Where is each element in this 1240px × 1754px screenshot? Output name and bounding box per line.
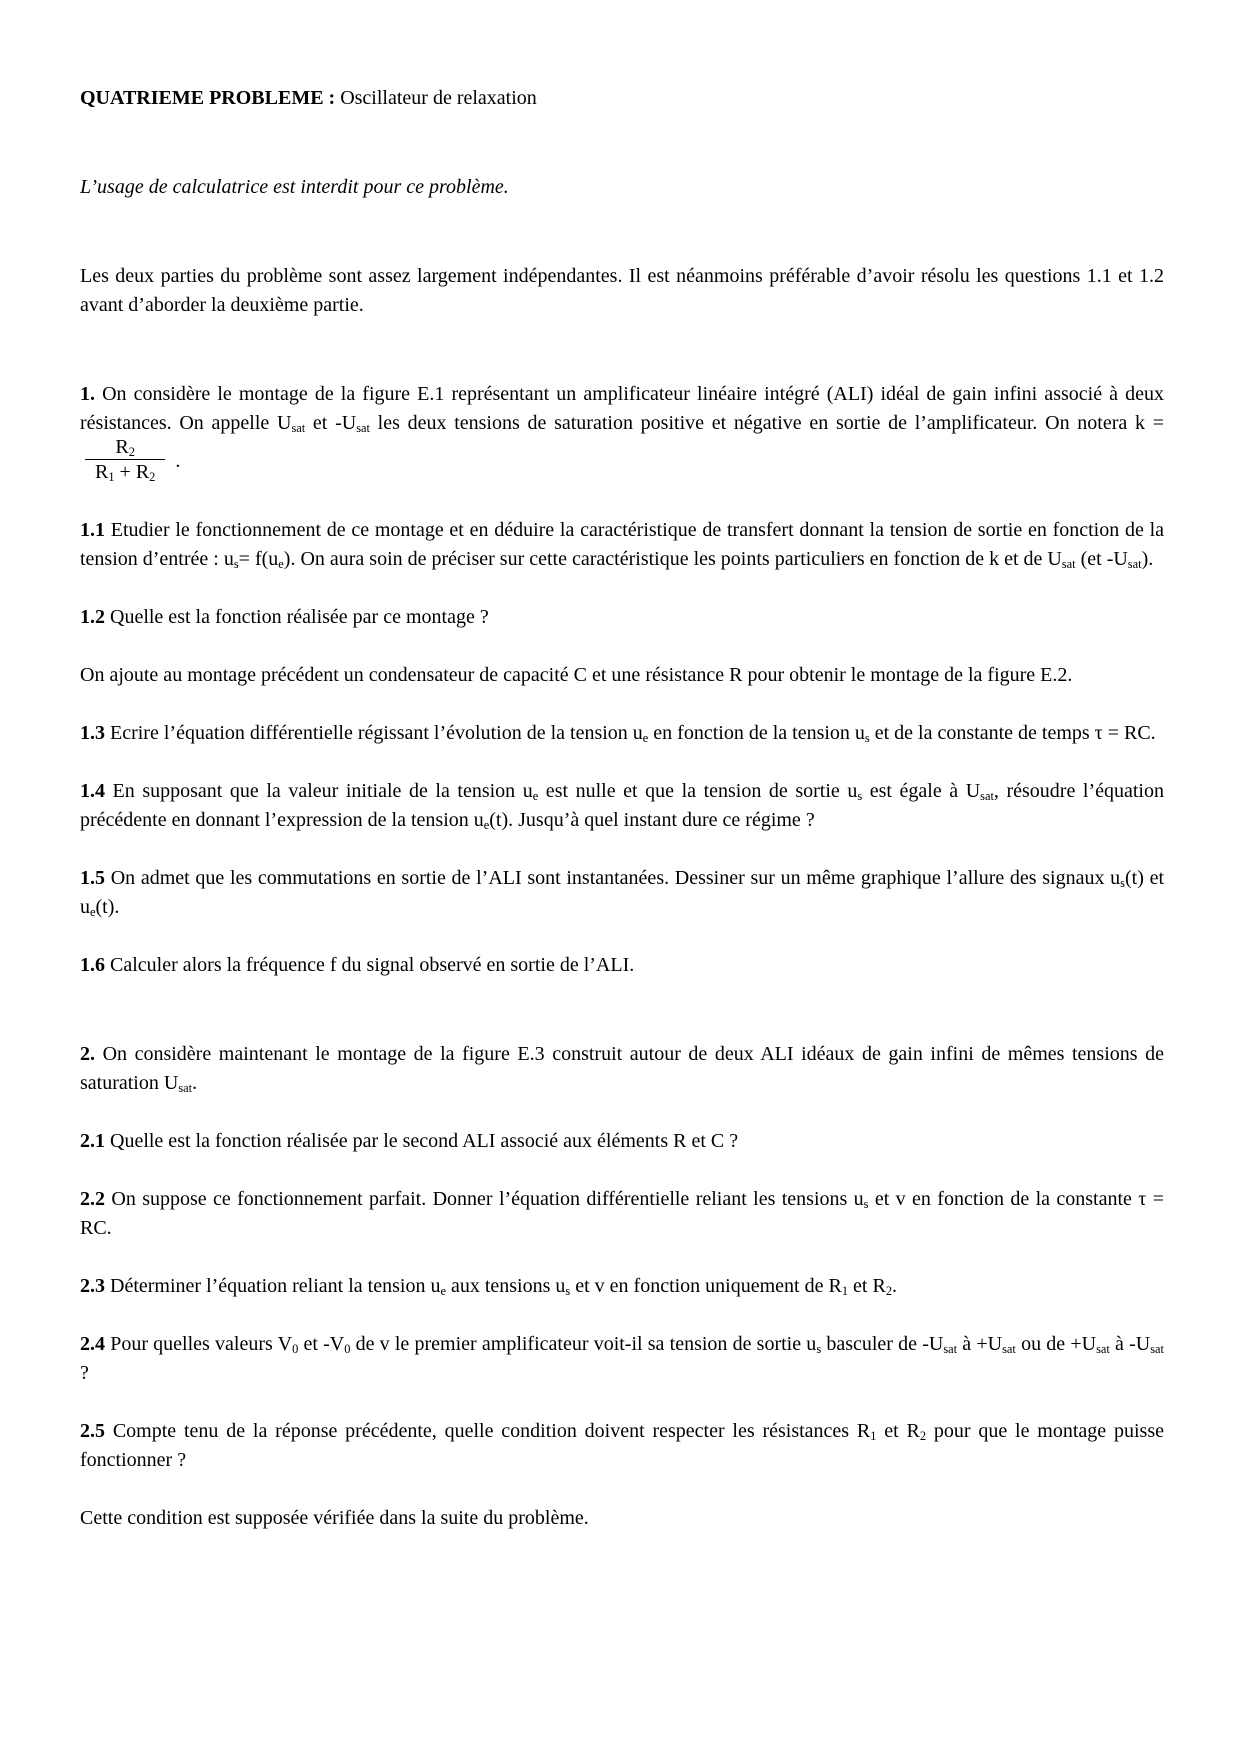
fraction-denominator xyxy=(85,459,165,484)
fraction xyxy=(85,435,165,484)
subscript-text: e xyxy=(440,1284,446,1299)
text-segment: aux tensions u xyxy=(445,1275,566,1297)
subscript-text: sat xyxy=(178,1081,193,1096)
subscript-text: s xyxy=(857,789,863,804)
block-question-1-5 xyxy=(80,864,1164,922)
bold-text: 1.5 xyxy=(80,867,105,889)
text-segment: les deux tensions de saturation positive et négative en sortie de l’amplificateur. On notera k = xyxy=(369,412,1164,434)
subscript-text: sat xyxy=(291,421,306,436)
bold-text: 2.1 xyxy=(80,1130,105,1152)
bold-text: 1.2 xyxy=(80,606,105,628)
text-segment: , résoudre l’équation précédente en donnant l’expression de la tension u xyxy=(80,780,1164,831)
block-question-2-5 xyxy=(80,1417,1164,1475)
text-segment: Déterminer l’équation reliant la tension u xyxy=(105,1275,441,1297)
text-segment: Cette condition est supposée vérifiée dans la suite du problème. xyxy=(80,1507,589,1529)
bold-text: 1.4 xyxy=(80,780,105,802)
text-segment: ). On aura soin de préciser sur cette caractéristique les points particuliers en fonction de k et de U xyxy=(283,548,1062,570)
text-segment: . xyxy=(892,1275,898,1297)
text-segment: Pour quelles valeurs V xyxy=(105,1333,293,1355)
italic-text: L’usage de calculatrice est interdit pour ce problème. xyxy=(80,176,509,198)
subscript-text: 1 xyxy=(108,470,115,485)
bold-text: 2.3 xyxy=(80,1275,105,1297)
bold-text: 1.3 xyxy=(80,722,105,744)
block-closing-condition xyxy=(80,1504,1164,1533)
bold-text: 2.5 xyxy=(80,1420,105,1442)
text-segment: basculer de -U xyxy=(821,1333,944,1355)
fraction-numerator xyxy=(85,435,165,459)
subscript-text: 2 xyxy=(149,470,156,485)
text-segment: + R xyxy=(114,461,150,483)
text-segment: On considère le montage de la figure E.1 représentant un amplificateur linéaire intégré (ALI) idéal de gain infini associé à deux résistances. On appelle U xyxy=(80,383,1164,434)
text-segment: de v le premier amplificateur voit-il sa tension de sortie u xyxy=(350,1333,817,1355)
subscript-text: s xyxy=(565,1284,571,1299)
text-segment: ou de +U xyxy=(1015,1333,1097,1355)
subscript-text: 1 xyxy=(870,1429,877,1444)
text-segment: (et -U xyxy=(1075,548,1128,570)
block-question-2-3 xyxy=(80,1272,1164,1301)
text-segment: R xyxy=(115,436,129,458)
text-segment: On considère maintenant le montage de la figure E.3 construit autour de deux ALI idéaux de gain infini de mêmes tensions de saturation U xyxy=(80,1043,1164,1094)
subscript-text: sat xyxy=(1061,557,1076,572)
block-question-1-4 xyxy=(80,777,1164,835)
text-segment: (t). xyxy=(95,896,120,918)
subscript-text: 0 xyxy=(292,1342,299,1357)
text-segment: Ecrire l’équation différentielle régissant l’évolution de la tension u xyxy=(105,722,643,744)
text-segment: ? xyxy=(80,1362,89,1384)
text-segment: est nulle et que la tension de sortie u xyxy=(538,780,858,802)
subscript-text: e xyxy=(532,789,539,804)
subscript-text: e xyxy=(642,731,649,746)
text-segment: en fonction de la tension u xyxy=(648,722,865,744)
subscript-text: s xyxy=(1120,876,1125,891)
text-segment: Quelle est la fonction réalisée par ce montage ? xyxy=(105,606,489,628)
text-segment: et R xyxy=(876,1420,920,1442)
block-part-1 xyxy=(80,380,1164,487)
text-segment: pour que le montage puisse fonctionner ? xyxy=(80,1420,1164,1471)
block-calculator-notice xyxy=(80,173,1164,202)
text-segment: On suppose ce fonctionnement parfait. Donner l’équation différentielle reliant les tensions u xyxy=(105,1188,864,1210)
subscript-text: s xyxy=(816,1342,822,1357)
text-segment: est égale à U xyxy=(862,780,981,802)
subscript-text: sat xyxy=(1150,1342,1164,1357)
document-content xyxy=(80,84,1164,1533)
block-question-2-4 xyxy=(80,1330,1164,1388)
text-segment: R xyxy=(95,461,109,483)
text-segment: Calculer alors la fréquence f du signal observé en sortie de l’ALI. xyxy=(105,954,635,976)
bold-text: 1. xyxy=(80,383,95,405)
bold-text: 2.4 xyxy=(80,1333,105,1355)
subscript-text: sat xyxy=(356,421,370,436)
block-title xyxy=(80,84,1164,113)
bold-text: 2.2 xyxy=(80,1188,105,1210)
bold-text: 2. xyxy=(80,1043,95,1065)
text-segment: Oscillateur de relaxation xyxy=(335,87,537,109)
text-segment: à -U xyxy=(1109,1333,1151,1355)
subscript-text: s xyxy=(863,1197,869,1212)
subscript-text: e xyxy=(278,557,284,572)
block-question-1-3 xyxy=(80,719,1164,748)
text-segment: On ajoute au montage précédent un condensateur de capacité C et une résistance R pour obtenir le montage de la figure E.2. xyxy=(80,664,1073,686)
text-segment: et de la constante de temps τ = RC. xyxy=(869,722,1156,744)
text-segment: et -U xyxy=(305,412,357,434)
text-segment: ). xyxy=(1141,548,1154,570)
text-segment: et v en fonction uniquement de R xyxy=(570,1275,842,1297)
block-question-2-1 xyxy=(80,1127,1164,1156)
subscript-text: e xyxy=(483,818,490,833)
text-segment: (t) et u xyxy=(80,867,1164,918)
subscript-text: 0 xyxy=(344,1342,351,1357)
text-segment: . xyxy=(192,1072,198,1094)
block-question-1-1 xyxy=(80,516,1164,574)
text-segment: Quelle est la fonction réalisée par le second ALI associé aux éléments R et C ? xyxy=(105,1130,739,1152)
text-segment: et v en fonction de la constante τ = RC. xyxy=(80,1188,1164,1239)
text-segment: Compte tenu de la réponse précédente, quelle condition doivent respecter les résistances R xyxy=(105,1420,871,1442)
subscript-text: sat xyxy=(1127,557,1142,572)
subscript-text: 2 xyxy=(919,1429,927,1444)
subscript-text: sat xyxy=(1096,1342,1110,1357)
block-question-1-2 xyxy=(80,603,1164,632)
subscript-text: 2 xyxy=(885,1284,893,1299)
block-transition-fig-e2 xyxy=(80,661,1164,690)
text-segment: à +U xyxy=(957,1333,1003,1355)
text-segment: . xyxy=(170,450,181,473)
subscript-text: e xyxy=(90,905,96,920)
text-segment: On admet que les commutations en sortie de l’ALI sont instantanées. Dessiner sur un même graphique l’allure des signaux u xyxy=(105,867,1121,889)
block-part-2 xyxy=(80,1040,1164,1098)
text-segment: Les deux parties du problème sont assez largement indépendantes. Il est néanmoins préférable d’avoir résolu les questions 1.1 et 1.2 avant d’aborder la deuxième partie. xyxy=(80,265,1164,316)
subscript-text: sat xyxy=(943,1342,958,1357)
text-segment: En supposant que la valeur initiale de la tension u xyxy=(105,780,533,802)
text-segment: (t). Jusqu’à quel instant dure ce régime ? xyxy=(489,809,815,831)
bold-text: QUATRIEME PROBLEME : xyxy=(80,87,336,109)
block-question-2-2 xyxy=(80,1185,1164,1243)
text-segment: et R xyxy=(848,1275,886,1297)
text-segment: = f(u xyxy=(238,548,279,570)
bold-text: 1.6 xyxy=(80,954,105,976)
block-intro xyxy=(80,262,1164,320)
subscript-text: sat xyxy=(980,789,994,804)
subscript-text: sat xyxy=(1002,1342,1016,1357)
subscript-text: 2 xyxy=(128,445,135,460)
subscript-text: s xyxy=(864,731,870,746)
block-question-1-6 xyxy=(80,951,1164,980)
text-segment: et -V xyxy=(298,1333,345,1355)
subscript-text: 1 xyxy=(841,1284,849,1299)
text-segment: Etudier le fonctionnement de ce montage et en déduire la caractéristique de transfert donnant la tension de sortie en fonction de la tension d’entrée : u xyxy=(80,519,1164,570)
bold-text: 1.1 xyxy=(80,519,105,541)
subscript-text: s xyxy=(233,557,239,572)
